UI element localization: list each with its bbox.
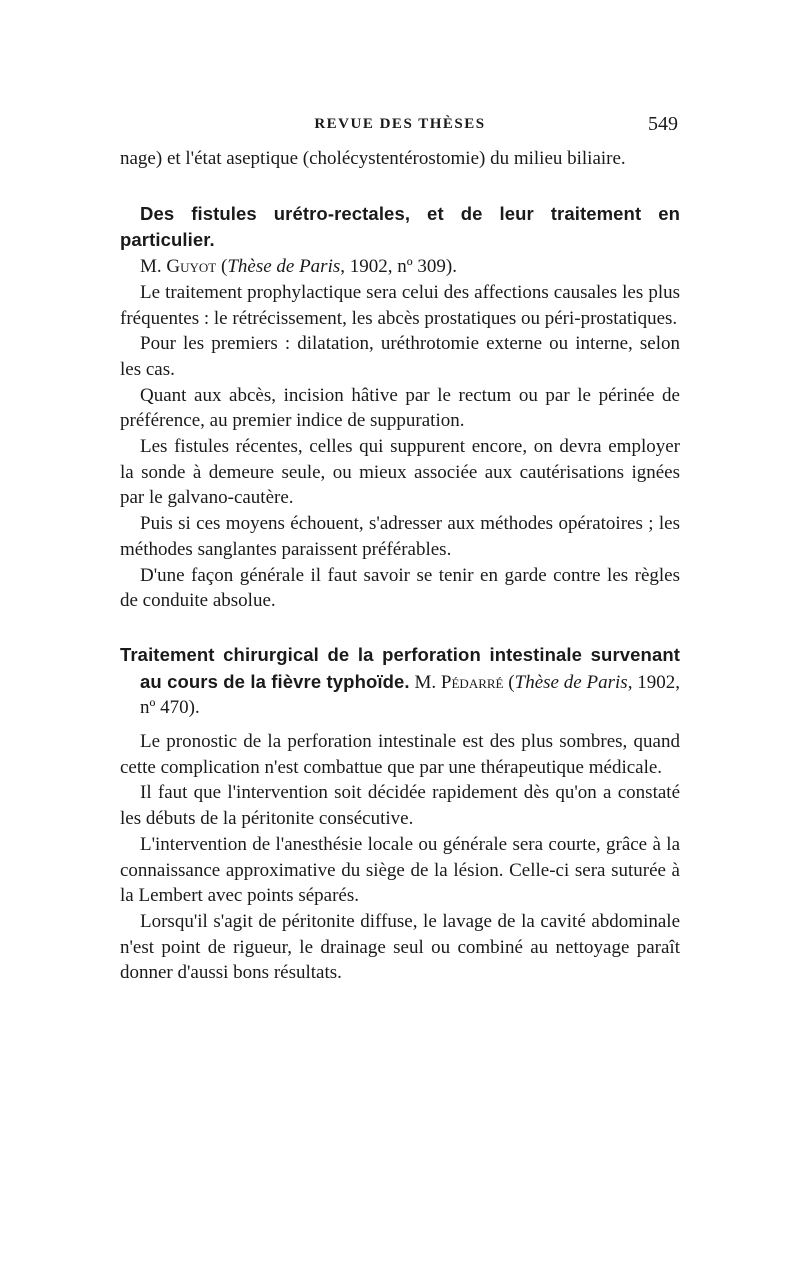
article2-paragraph: Il faut que l'intervention soit décidée rapidement dès qu'on a constaté les débuts de la péritonite consécutive. [120,782,680,830]
page-number: 549 [648,113,678,135]
page-body [120,146,680,986]
article2-title: Traitement chirurgical de la perforation intestinale survenant au cours de la fièvre typhoïde. [120,643,680,692]
article1-author: Guyot [166,256,217,278]
page-header [120,113,680,138]
running-title: REVUE DES THÈSES [314,116,486,132]
intro-paragraph: nage) et l'état aseptique (cholécystentérostomie) du milieu biliaire. [120,148,626,169]
article1-heading [120,201,680,254]
article2-paragraph: Lorsqu'il s'agit de péritonite diffuse, le lavage de la cavité abdominale n'est point de rigueur, le drainage seul ou combiné au nettoyage paraît donner d'aussi bons résultats. [120,910,680,984]
article1-paragraph: Puis si ces moyens échouent, s'adresser aux méthodes opératoires ; les méthodes sanglantes paraissent préférables. [120,513,680,560]
article2-heading: Traitement chirurgical de la perforation intestinale survenant au cours de la fièvre typhoïde. M. Pédarré (Thèse de Paris, 1902, nº 470). [120,643,680,719]
article2-paragraph: Le pronostic de la perforation intestinale est des plus sombres, quand cette complication n'est combattue que par une thérapeutique médicale. [120,731,680,778]
article1-paragraph: Les fistules récentes, celles qui suppurent encore, on devra employer la sonde à demeure seule, ou mieux associée aux cautérisations ignées par le galvano-cautère. [120,436,680,509]
article1-paragraph: D'une façon générale il faut savoir se tenir en garde contre les règles de conduite absolue. [120,564,680,612]
article1-title: Des fistules urétro-rectales, et de leur traitement en particulier. [120,202,680,251]
article1-paragraph: Quant aux abcès, incision hâtive par le rectum ou par le périnée de préférence, au premier indice de suppuration. [120,384,680,432]
article1-citation-work: Thèse de Paris [227,256,341,278]
article2-paragraph: L'intervention de l'anesthésie locale ou générale sera courte, grâce à la connaissance approximative du siège de la lésion. Celle-ci sera suturée à la Lembert avec points séparés. [120,833,680,907]
article1-byline: M. Guyot (Thèse de Paris, 1902, nº 309). [140,256,457,278]
article1-paragraph: Le traitement prophylactique sera celui des affections causales les plus fréquentes : le rétrécissement, les abcès prostatiques ou péri-prostatiques. [120,281,680,329]
article2-citation-work: Thèse de Paris [514,671,628,693]
article2-author: Pédarré [440,671,504,693]
article1-paragraph: Pour les premiers : dilatation, uréthrotomie externe ou interne, selon les cas. [120,333,680,380]
